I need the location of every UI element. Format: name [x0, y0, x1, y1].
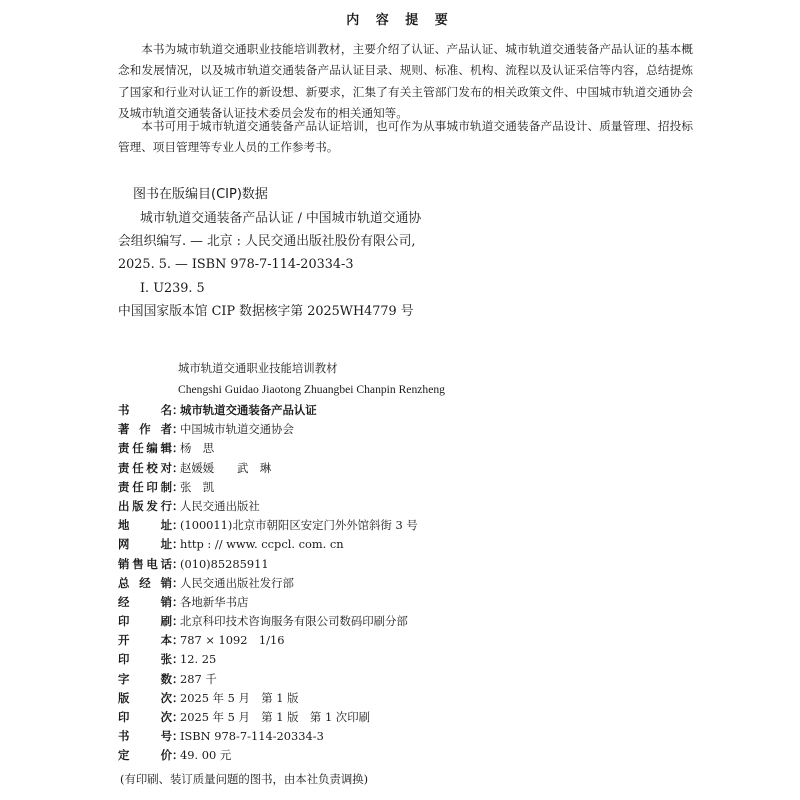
info-value: 城市轨道交通装备产品认证	[180, 403, 317, 417]
info-colon: ：	[172, 652, 184, 667]
cip-line-4: Ⅰ. U239. 5	[140, 280, 205, 296]
info-label: 销 售 电 话	[118, 556, 172, 571]
info-label: 总 经 销	[118, 575, 172, 590]
cip-line-2: 会组织编写. — 北京 : 人民交通出版社股份有限公司,	[118, 234, 416, 250]
info-label: 经 销	[118, 594, 172, 609]
series-block	[178, 358, 445, 400]
info-colon: ：	[172, 614, 184, 629]
info-value: 中国城市轨道交通协会	[180, 422, 294, 437]
info-value: 张 凯	[180, 479, 215, 494]
info-row	[118, 689, 638, 708]
info-value: 787 × 1092 1/16	[180, 633, 285, 648]
info-row	[118, 439, 638, 458]
summary-title: 内 容 提 要	[346, 13, 454, 28]
info-colon: ：	[172, 518, 184, 533]
info-row	[118, 650, 638, 669]
info-colon: ：	[172, 537, 184, 552]
info-row	[118, 708, 638, 727]
info-colon: ：	[172, 575, 184, 590]
info-label: 责 任 印 制	[118, 479, 172, 494]
info-row	[118, 497, 638, 516]
info-value: 2025 年 5 月 第 1 版 第 1 次印刷	[180, 710, 370, 724]
info-value: 杨 思	[180, 441, 215, 456]
info-label: 版 次	[118, 690, 172, 705]
info-value: 赵媛媛 武 琳	[180, 460, 272, 475]
info-colon: ：	[172, 556, 184, 571]
cip-line-3: 2025. 5. — ISBN 978-7-114-20334-3	[118, 257, 354, 273]
info-row	[118, 420, 638, 439]
info-row	[118, 478, 638, 497]
footer-note: (有印刷、装订质量问题的图书，由本社负责调换)	[120, 772, 369, 786]
info-label: 印 次	[118, 710, 172, 724]
info-colon: ：	[172, 479, 184, 494]
cip-line-5: 中国国家版本馆 CIP 数据核字第 2025WH4779 号	[118, 303, 414, 319]
series-name: 城市轨道交通职业技能培训教材	[178, 361, 338, 375]
info-label: 地 址	[118, 518, 172, 533]
info-colon: ：	[172, 498, 184, 513]
summary-paragraph-1: 本书为城市轨道交通职业技能培训教材，主要介绍了认证、产品认证、城市轨道交通装备产品认证的基本概念和发展情况，以及城市轨道交通装备产品认证目录、规则、标准、机构、流程以及认证采信等内容，总结提炼了国家和行业对认证工作的新设想、新要求，汇集了有关主管部门发布的相关政策文件、中国城市轨道交通协会及城市轨道交通装备认证技术委员会发布的相关通知等。	[118, 42, 693, 121]
info-value: 12. 25	[180, 652, 217, 667]
info-label: 开 本	[118, 633, 172, 648]
info-label: 书 号	[118, 729, 172, 744]
info-label: 印 张	[118, 652, 172, 667]
info-label: 网 址	[118, 537, 172, 552]
cip-line-1: 城市轨道交通装备产品认证 / 中国城市轨道交通协	[140, 211, 422, 226]
info-colon: ：	[172, 441, 184, 456]
cip-block	[118, 207, 578, 323]
info-label: 著 作 者	[118, 422, 172, 437]
info-colon: ：	[172, 671, 184, 686]
info-row	[118, 516, 638, 535]
info-value: 49. 00 元	[180, 748, 232, 763]
info-colon: ：	[172, 729, 184, 744]
info-colon: ：	[172, 422, 184, 437]
info-row	[118, 727, 638, 746]
info-row	[118, 401, 638, 420]
info-colon: ：	[172, 633, 184, 648]
info-colon: ：	[172, 710, 184, 724]
info-value: 人民交通出版社发行部	[180, 575, 294, 590]
publication-info	[118, 401, 638, 766]
info-label: 责 任 校 对	[118, 460, 172, 475]
info-row	[118, 670, 638, 689]
info-label: 字 数	[118, 671, 172, 686]
info-row	[118, 535, 638, 554]
info-row	[118, 459, 638, 478]
info-row	[118, 746, 638, 765]
info-label: 出 版 发 行	[118, 498, 172, 513]
info-row	[118, 593, 638, 612]
info-colon: ：	[172, 403, 184, 417]
info-label: 责 任 编 辑	[118, 441, 172, 456]
info-row	[118, 612, 638, 631]
info-colon: ：	[172, 690, 184, 705]
info-value: 人民交通出版社	[180, 498, 260, 513]
info-colon: ：	[172, 594, 184, 609]
info-label: 书 名	[118, 403, 172, 417]
info-value: 各地新华书店	[180, 594, 249, 609]
info-colon: ：	[172, 748, 184, 763]
info-value: 2025 年 5 月 第 1 版	[180, 690, 299, 705]
info-row	[118, 631, 638, 650]
info-label: 印 刷	[118, 614, 172, 629]
info-value: (100011)北京市朝阳区安定门外外馆斜街 3 号	[180, 518, 418, 533]
info-colon: ：	[172, 460, 184, 475]
info-row	[118, 555, 638, 574]
info-value: 287 千	[180, 671, 217, 686]
series-pinyin: Chengshi Guidao Jiaotong Zhuangbei Chanpin Renzheng	[178, 383, 445, 396]
info-label: 定 价	[118, 748, 172, 763]
info-value: (010)85285911	[180, 556, 269, 571]
info-value: 北京科印技术咨询服务有限公司数码印刷分部	[180, 614, 408, 629]
info-value: ISBN 978-7-114-20334-3	[180, 729, 324, 744]
cip-heading: 图书在版编目(CIP)数据	[133, 187, 268, 202]
info-value: http : // www. ccpcl. com. cn	[180, 537, 344, 552]
info-row	[118, 574, 638, 593]
summary-paragraph-2: 本书可用于城市轨道交通装备产品认证培训，也可作为从事城市轨道交通装备产品设计、质量管理、招投标管理、项目管理等专业人员的工作参考书。	[118, 119, 693, 155]
